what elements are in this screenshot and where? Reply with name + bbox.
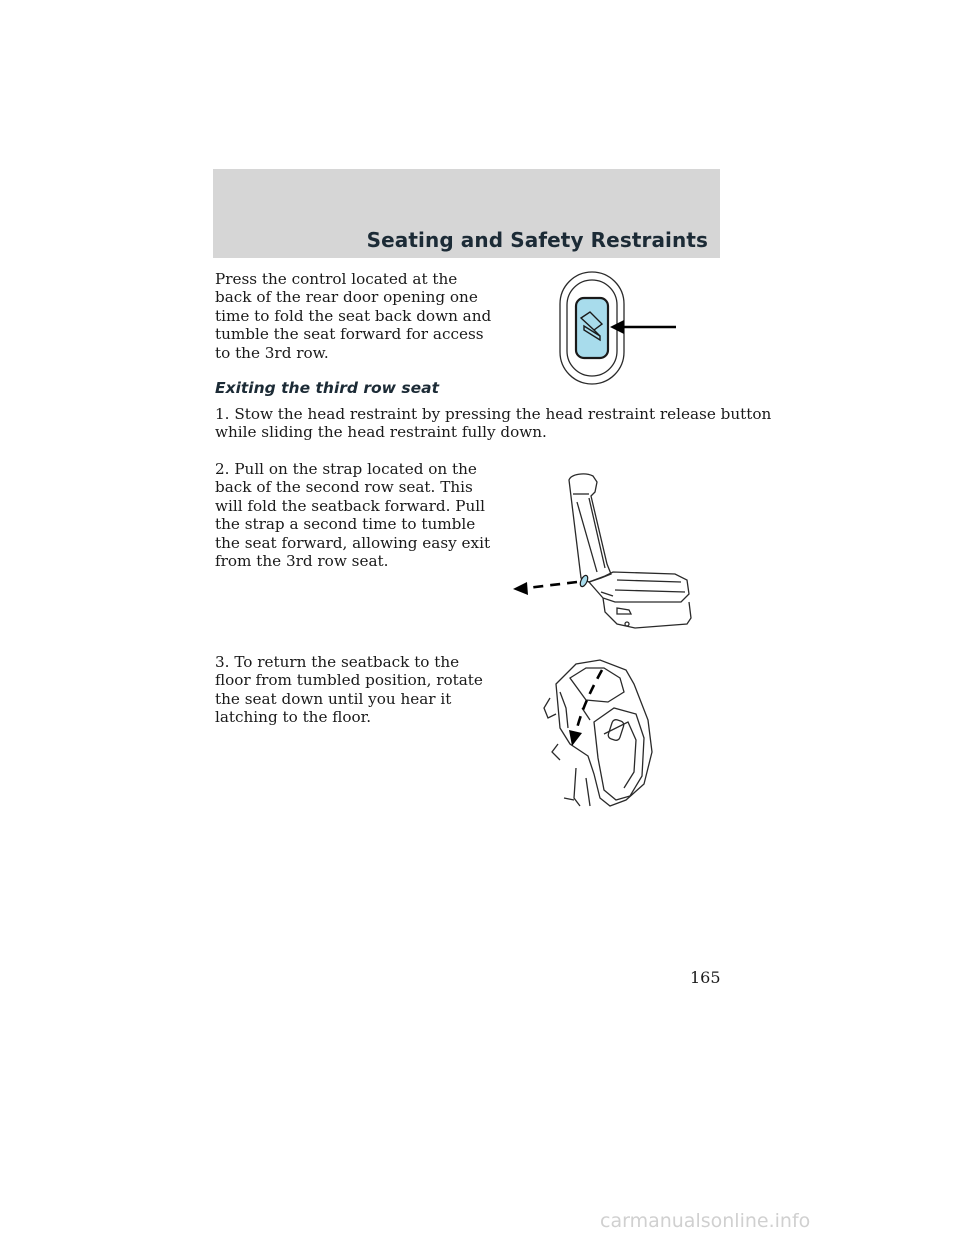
step-2-line: will fold the seatback forward. Pull (215, 496, 485, 515)
step-1-line: while sliding the head restraint fully down. (215, 423, 547, 442)
tumbled-seat-figure (530, 648, 665, 813)
intro-line: tumble the seat forward for access (215, 325, 484, 344)
page-number: 165 (690, 968, 721, 987)
second-row-seat-figure (505, 472, 705, 637)
site-watermark: carmanualsonline.info (600, 1210, 811, 1232)
intro-paragraph (215, 270, 491, 362)
intro-line: to the 3rd row. (215, 343, 329, 362)
intro-line: back of the rear door opening one (215, 288, 478, 307)
step-2-line: from the 3rd row seat. (215, 552, 389, 571)
step-2-line: back of the second row seat. This (215, 478, 473, 497)
step-1-paragraph (215, 405, 771, 442)
step-2-line: the seat forward, allowing easy exit (215, 533, 491, 552)
step-2-line: the strap a second time to tumble (215, 515, 476, 534)
step-3-paragraph (215, 653, 483, 727)
dashed-pull-arrow (513, 582, 577, 595)
step-1-line: 1. Stow the head restraint by pressing the head restraint release button (215, 405, 772, 423)
dashed-rotate-arrow (569, 670, 602, 746)
step-2-paragraph (215, 460, 490, 570)
section-subheading: Exiting the third row seat (215, 379, 440, 397)
section-title: Seating and Safety Restraints (366, 228, 708, 252)
intro-line: time to fold the seat back down and (215, 306, 492, 325)
step-2-line: 2. Pull on the strap located on the (215, 460, 477, 478)
step-3-line: the seat down until you hear it (215, 689, 452, 708)
intro-line: Press the control located at the (215, 270, 458, 288)
pointer-arrow (610, 320, 676, 334)
step-3-line: floor from tumbled position, rotate (215, 671, 483, 690)
step-3-line: latching to the floor. (215, 708, 372, 727)
section-header-band (213, 169, 720, 258)
fold-control-figure (550, 268, 690, 388)
step-3-line: 3. To return the seatback to the (215, 653, 460, 671)
